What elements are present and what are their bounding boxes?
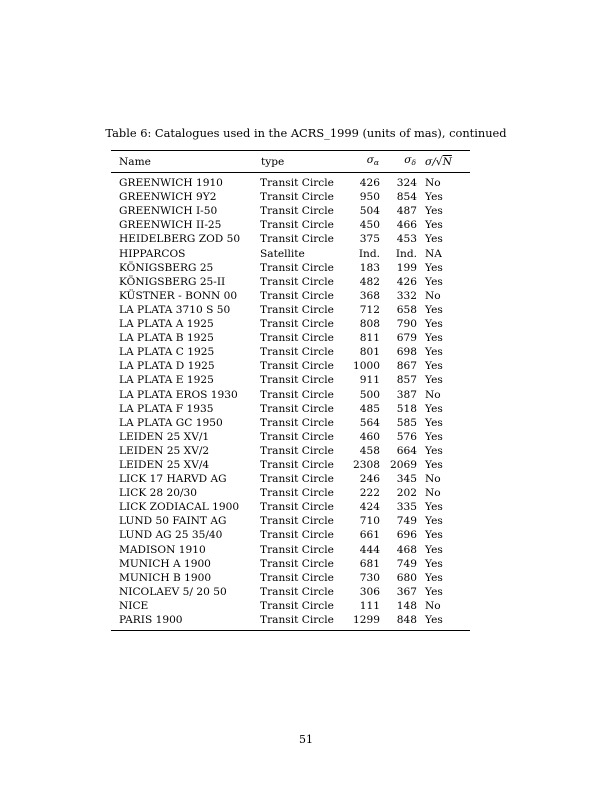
cell-sigma-sqrt-n: Yes	[425, 346, 443, 359]
table-row	[111, 557, 470, 571]
cell-name: GREENWICH 9Y2	[119, 191, 217, 204]
cell-name: LICK 17 HARVD AG	[119, 473, 227, 486]
cell-sigma-delta: 466	[396, 219, 417, 232]
cell-type: Transit Circle	[260, 515, 334, 528]
cell-sigma-alpha: 306	[359, 585, 380, 598]
cell-name: GREENWICH II-25	[119, 219, 222, 232]
cell-sigma-sqrt-n: Yes	[425, 402, 443, 415]
cell-sigma-sqrt-n: Yes	[425, 416, 443, 429]
cell-type: Transit Circle	[260, 571, 334, 584]
table-row	[111, 514, 470, 528]
table-row	[111, 528, 470, 542]
cell-sigma-sqrt-n: Yes	[425, 501, 443, 514]
cell-sigma-delta: 854	[396, 191, 417, 204]
sigma-sqrt-prefix: σ/√	[425, 155, 443, 168]
cell-type: Transit Circle	[260, 599, 334, 612]
table-body	[111, 173, 470, 631]
cell-sigma-alpha: 1299	[353, 614, 380, 626]
cell-sigma-sqrt-n: No	[425, 473, 441, 486]
cell-name: LICK 28 20/30	[119, 487, 197, 500]
cell-sigma-alpha: 222	[359, 487, 380, 500]
table-row	[111, 173, 470, 191]
cell-sigma-delta: 576	[396, 430, 417, 443]
cell-sigma-sqrt-n: Yes	[425, 585, 443, 598]
cell-sigma-sqrt-n: No	[425, 177, 441, 190]
cell-name: LEIDEN 25 XV/4	[119, 458, 210, 471]
page-number: 51	[299, 733, 313, 746]
cell-sigma-sqrt-n: No	[425, 487, 441, 500]
cell-sigma-delta: 487	[396, 205, 417, 218]
header-row	[111, 151, 470, 173]
cell-type: Transit Circle	[260, 458, 334, 471]
cell-sigma-delta: 664	[396, 444, 417, 457]
cell-sigma-sqrt-n: Yes	[425, 458, 443, 471]
table-row	[111, 571, 470, 585]
cell-sigma-alpha: 246	[359, 473, 380, 486]
table-row	[111, 275, 470, 289]
table-row	[111, 402, 470, 416]
cell-name: GREENWICH 1910	[119, 177, 223, 190]
table-row	[111, 359, 470, 373]
cell-name: LA PLATA F 1935	[119, 402, 214, 415]
cell-sigma-sqrt-n: NA	[425, 247, 442, 260]
table-row	[111, 232, 470, 246]
cell-sigma-sqrt-n: Yes	[425, 233, 443, 246]
cell-name: LUND 50 FAINT AG	[119, 515, 227, 528]
cell-sigma-sqrt-n: Yes	[425, 515, 443, 528]
cell-sigma-alpha: 710	[359, 515, 380, 528]
sigma-alpha-symbol: σ	[366, 154, 374, 166]
cell-type: Transit Circle	[260, 402, 334, 415]
header-type: type	[261, 155, 285, 168]
cell-sigma-delta: 790	[396, 318, 417, 331]
cell-type: Transit Circle	[260, 388, 334, 401]
cell-sigma-sqrt-n: Yes	[425, 332, 443, 345]
cell-sigma-alpha: 183	[359, 261, 380, 274]
cell-sigma-alpha: Ind.	[358, 247, 380, 260]
cell-sigma-delta: 749	[396, 557, 417, 570]
cell-sigma-alpha: 712	[359, 303, 380, 316]
cell-sigma-delta: 202	[396, 487, 417, 500]
cell-sigma-sqrt-n: Yes	[425, 430, 443, 443]
cell-sigma-delta: 857	[396, 374, 417, 387]
cell-sigma-sqrt-n: Yes	[425, 318, 443, 331]
cell-sigma-delta: 749	[396, 515, 417, 528]
table-row	[111, 388, 470, 402]
cell-sigma-delta: Ind.	[395, 247, 417, 260]
cell-name: MUNICH B 1900	[119, 571, 212, 584]
sigma-sqrt-variable: N	[442, 155, 452, 168]
cell-sigma-delta: 680	[396, 571, 417, 584]
cell-name: GREENWICH I-50	[119, 205, 218, 218]
cell-sigma-alpha: 485	[359, 402, 380, 415]
sigma-delta-subscript: δ	[411, 158, 416, 167]
cell-sigma-delta: 199	[396, 261, 417, 274]
cell-name: MUNICH A 1900	[119, 557, 211, 570]
cell-type: Transit Circle	[260, 543, 334, 556]
cell-sigma-alpha: 811	[359, 332, 380, 345]
cell-name: LA PLATA 3710 S 50	[119, 303, 231, 316]
cell-sigma-alpha: 368	[359, 289, 380, 302]
cell-sigma-delta: 332	[396, 289, 417, 302]
cell-sigma-sqrt-n: Yes	[425, 261, 443, 274]
cell-sigma-sqrt-n: No	[425, 388, 441, 401]
cell-type: Transit Circle	[260, 289, 334, 302]
cell-sigma-sqrt-n: Yes	[425, 360, 443, 373]
catalogue-table-container	[111, 150, 452, 631]
cell-name: KÖNIGSBERG 25	[119, 261, 214, 274]
cell-sigma-alpha: 458	[359, 444, 380, 457]
cell-sigma-alpha: 564	[359, 416, 380, 429]
cell-sigma-delta: 2069	[390, 458, 417, 471]
cell-sigma-delta: 367	[396, 585, 417, 598]
cell-sigma-alpha: 661	[359, 529, 380, 542]
cell-type: Transit Circle	[260, 614, 334, 626]
cell-sigma-delta: 698	[396, 346, 417, 359]
cell-name: LEIDEN 25 XV/1	[119, 430, 210, 443]
cell-sigma-alpha: 911	[359, 374, 380, 387]
cell-type: Transit Circle	[260, 501, 334, 514]
table-row	[111, 416, 470, 430]
table-row	[111, 486, 470, 500]
table-row	[111, 331, 470, 345]
cell-sigma-sqrt-n: Yes	[425, 303, 443, 316]
table-row	[111, 444, 470, 458]
cell-sigma-sqrt-n: Yes	[425, 529, 443, 542]
cell-name: KÖNIGSBERG 25-II	[119, 275, 226, 288]
cell-name: LA PLATA D 1925	[119, 360, 215, 373]
cell-sigma-delta: 867	[396, 360, 417, 373]
header-sigma-delta	[380, 151, 417, 173]
cell-sigma-delta: 518	[396, 402, 417, 415]
table-row	[111, 613, 470, 631]
table-header	[111, 151, 470, 173]
cell-sigma-sqrt-n: Yes	[425, 614, 443, 626]
cell-type: Transit Circle	[260, 303, 334, 316]
cell-sigma-sqrt-n: Yes	[425, 571, 443, 584]
cell-type: Transit Circle	[260, 191, 334, 204]
table-row	[111, 247, 470, 261]
cell-sigma-delta: 148	[396, 599, 417, 612]
table-row	[111, 500, 470, 514]
cell-name: LICK ZODIACAL 1900	[119, 501, 240, 514]
cell-type: Transit Circle	[260, 275, 334, 288]
sigma-delta-symbol: σ	[404, 154, 412, 166]
cell-sigma-sqrt-n: Yes	[425, 275, 443, 288]
table-row	[111, 458, 470, 472]
cell-type: Transit Circle	[260, 346, 334, 359]
catalogue-table	[111, 150, 470, 631]
cell-type: Transit Circle	[260, 219, 334, 232]
cell-sigma-sqrt-n: Yes	[425, 557, 443, 570]
cell-type: Transit Circle	[260, 557, 334, 570]
cell-type: Transit Circle	[260, 261, 334, 274]
cell-type: Transit Circle	[260, 529, 334, 542]
header-name: Name	[119, 155, 151, 168]
table-row	[111, 317, 470, 331]
header-sigma-alpha	[343, 151, 380, 173]
cell-name: PARIS 1900	[119, 614, 183, 626]
cell-name: NICOLAEV 5/ 20 50	[119, 585, 227, 598]
table-row	[111, 599, 470, 613]
cell-sigma-alpha: 375	[359, 233, 380, 246]
cell-type: Transit Circle	[260, 416, 334, 429]
table-row	[111, 289, 470, 303]
cell-sigma-delta: 848	[396, 614, 417, 626]
cell-type: Transit Circle	[260, 585, 334, 598]
cell-type: Transit Circle	[260, 177, 334, 190]
cell-sigma-delta: 679	[396, 332, 417, 345]
cell-sigma-alpha: 500	[359, 388, 380, 401]
cell-name: NICE	[119, 599, 149, 612]
cell-sigma-alpha: 424	[359, 501, 380, 514]
cell-type: Satellite	[260, 247, 305, 260]
cell-type: Transit Circle	[260, 444, 334, 457]
cell-type: Transit Circle	[260, 374, 334, 387]
cell-sigma-sqrt-n: No	[425, 289, 441, 302]
cell-name: MADISON 1910	[119, 543, 206, 556]
cell-sigma-sqrt-n: Yes	[425, 219, 443, 232]
cell-sigma-alpha: 808	[359, 318, 380, 331]
table-row	[111, 303, 470, 317]
cell-name: LA PLATA GC 1950	[119, 416, 223, 429]
table-caption: Table 6: Catalogues used in the ACRS_1999 (units of mas), continued	[105, 126, 507, 140]
cell-sigma-sqrt-n: Yes	[425, 191, 443, 204]
cell-sigma-alpha: 1000	[353, 360, 380, 373]
cell-name: HIPPARCOS	[119, 247, 186, 260]
cell-sigma-alpha: 950	[359, 191, 380, 204]
cell-type: Transit Circle	[260, 473, 334, 486]
cell-sigma-sqrt-n: No	[425, 599, 441, 612]
cell-sigma-alpha: 801	[359, 346, 380, 359]
cell-type: Transit Circle	[260, 430, 334, 443]
cell-name: LEIDEN 25 XV/2	[119, 444, 210, 457]
cell-sigma-alpha: 730	[359, 571, 380, 584]
cell-name: LA PLATA C 1925	[119, 346, 215, 359]
cell-sigma-sqrt-n: Yes	[425, 444, 443, 457]
cell-name: KÜSTNER - BONN 00	[119, 289, 238, 302]
cell-type: Transit Circle	[260, 318, 334, 331]
cell-sigma-alpha: 2308	[353, 458, 380, 471]
cell-name: LA PLATA EROS 1930	[119, 388, 238, 401]
cell-sigma-sqrt-n: Yes	[425, 374, 443, 387]
cell-type: Transit Circle	[260, 360, 334, 373]
table-row	[111, 261, 470, 275]
cell-type: Transit Circle	[260, 332, 334, 345]
cell-type: Transit Circle	[260, 487, 334, 500]
cell-sigma-delta: 387	[396, 388, 417, 401]
sigma-alpha-subscript: α	[373, 158, 379, 167]
cell-sigma-delta: 696	[396, 529, 417, 542]
table-row	[111, 345, 470, 359]
cell-name: LUND AG 25 35/40	[119, 529, 223, 542]
cell-sigma-sqrt-n: Yes	[425, 205, 443, 218]
table-row	[111, 204, 470, 218]
cell-name: LA PLATA E 1925	[119, 374, 214, 387]
cell-sigma-alpha: 450	[359, 219, 380, 232]
table-row	[111, 472, 470, 486]
cell-type: Transit Circle	[260, 205, 334, 218]
cell-sigma-alpha: 460	[359, 430, 380, 443]
cell-sigma-alpha: 504	[359, 205, 380, 218]
cell-sigma-alpha: 482	[359, 275, 380, 288]
table-row	[111, 585, 470, 599]
cell-name: LA PLATA A 1925	[119, 318, 214, 331]
cell-sigma-delta: 585	[396, 416, 417, 429]
cell-sigma-alpha: 681	[359, 557, 380, 570]
cell-sigma-delta: 345	[396, 473, 417, 486]
cell-sigma-alpha: 426	[359, 177, 380, 190]
cell-sigma-delta: 335	[396, 501, 417, 514]
table-row	[111, 218, 470, 232]
cell-sigma-delta: 324	[396, 177, 417, 190]
header-sigma-sqrt-n	[417, 151, 470, 173]
cell-type: Transit Circle	[260, 233, 334, 246]
cell-name: HEIDELBERG ZOD 50	[119, 233, 241, 246]
cell-sigma-alpha: 111	[359, 599, 380, 612]
table-row	[111, 543, 470, 557]
cell-sigma-sqrt-n: Yes	[425, 543, 443, 556]
cell-sigma-delta: 453	[396, 233, 417, 246]
table-row	[111, 373, 470, 387]
cell-sigma-alpha: 444	[359, 543, 380, 556]
table-row	[111, 430, 470, 444]
table-row	[111, 190, 470, 204]
cell-sigma-delta: 426	[396, 275, 417, 288]
cell-sigma-delta: 658	[396, 303, 417, 316]
cell-name: LA PLATA B 1925	[119, 332, 214, 345]
cell-sigma-delta: 468	[396, 543, 417, 556]
